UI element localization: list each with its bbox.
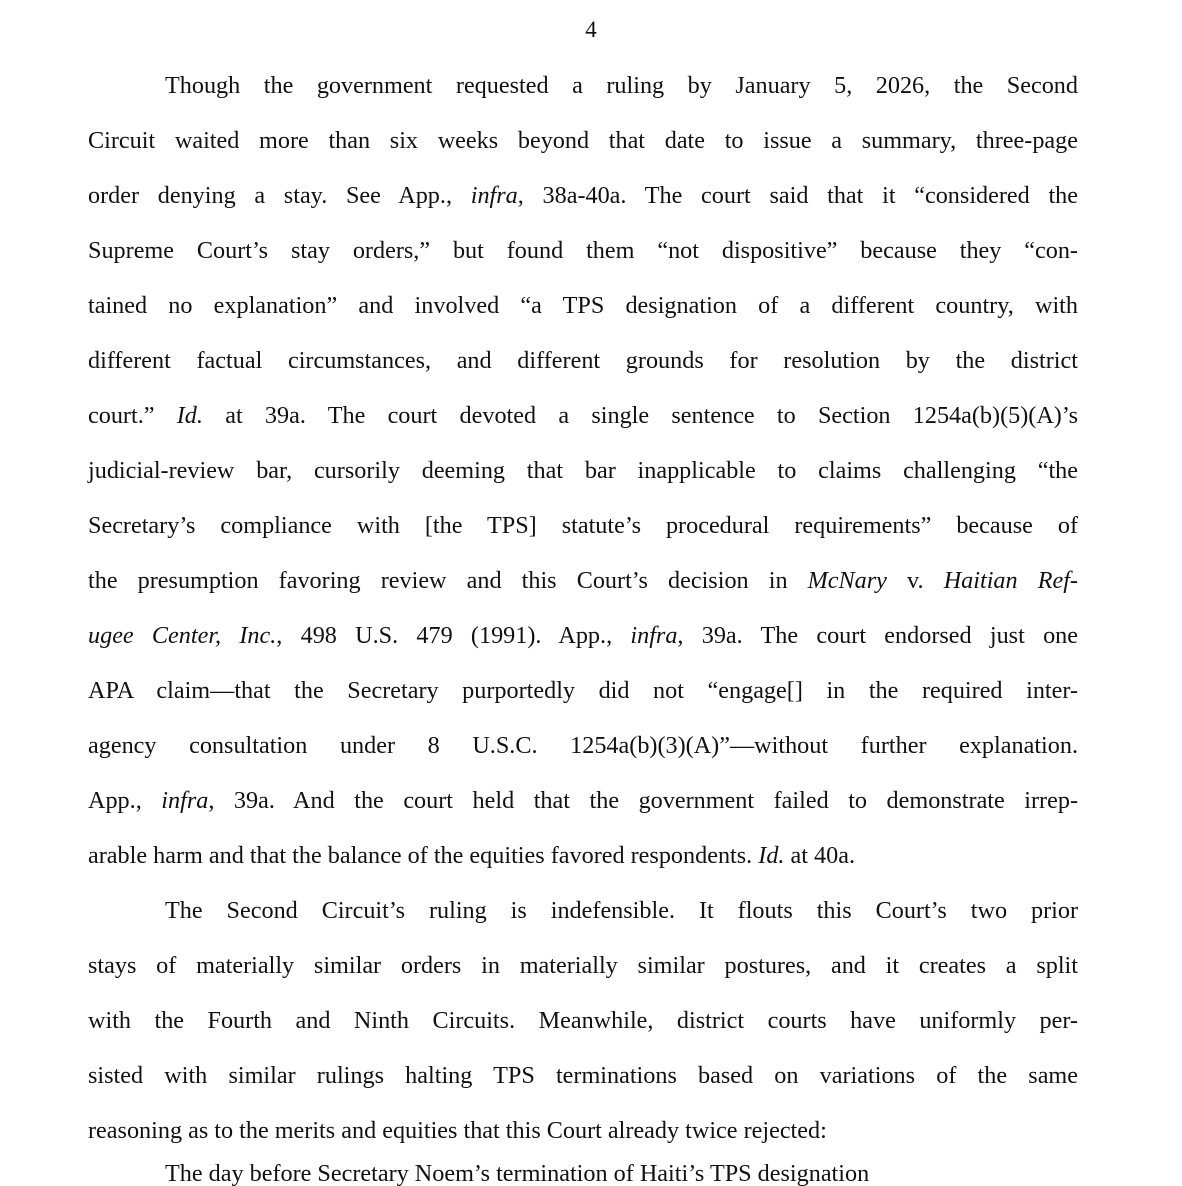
text-line: ugee Center, Inc., 498 U.S. 479 (1991). App., infra, 39a. The court endorsed just one xyxy=(88,622,1078,649)
text-line: different factual circumstances, and different grounds for resolution by the district xyxy=(88,347,1078,374)
text-line: Supreme Court’s stay orders,” but found them “not dispositive” because they “con- xyxy=(88,237,1078,264)
citation-signal: Id. xyxy=(758,842,785,869)
case-name: ugee Center, Inc. xyxy=(88,622,277,649)
text-line: The Second Circuit’s ruling is indefensible. It flouts this Court’s two prior xyxy=(165,897,1078,924)
text-line: with the Fourth and Ninth Circuits. Meanwhile, district courts have uniformly per- xyxy=(88,1007,1078,1034)
text-line: The day before Secretary Noem’s termination of Haiti’s TPS designation xyxy=(165,1164,870,1186)
text-line: court.” Id. at 39a. The court devoted a single sentence to Section 1254a(b)(5)(A)’s xyxy=(88,402,1078,429)
citation-signal: infra xyxy=(161,787,209,814)
text-line: the presumption favoring review and this Court’s decision in McNary v. Haitian Ref- xyxy=(88,567,1078,594)
page-number: 4 xyxy=(585,17,597,42)
citation-signal: infra xyxy=(470,182,518,209)
text-line: stays of materially similar orders in materially similar postures, and it creates a split xyxy=(88,952,1078,979)
text-line: APA claim—that the Secretary purportedly did not “engage[] in the required inter- xyxy=(88,677,1078,704)
text-line: tained no explanation” and involved “a TPS designation of a different country, with xyxy=(88,292,1078,319)
text-line: agency consultation under 8 U.S.C. 1254a(b)(3)(A)”—without further explanation. xyxy=(88,732,1078,759)
text-line: App., infra, 39a. And the court held that the government failed to demonstrate irrep- xyxy=(88,787,1079,814)
text-line: sisted with similar rulings halting TPS terminations based on variations of the same xyxy=(88,1062,1078,1089)
paragraph-3-clipped xyxy=(165,1164,1078,1186)
text-line: judicial-review bar, cursorily deeming that bar inapplicable to claims challenging “the xyxy=(88,457,1078,484)
text-line: arable harm and that the balance of the equities favored respondents. Id. at 40a. xyxy=(88,842,855,869)
text-line: Circuit waited more than six weeks beyond that date to issue a summary, three-page xyxy=(88,127,1078,154)
case-name: Haitian Ref- xyxy=(943,567,1078,594)
paragraph-1 xyxy=(88,58,1078,883)
text-line: Though the government requested a ruling by January 5, 2026, the Second xyxy=(165,72,1078,99)
text-line: order denying a stay. See App., infra, 38a-40a. The court said that it “considered the xyxy=(88,182,1079,209)
document-body xyxy=(88,58,1078,1158)
citation-signal: Id. xyxy=(176,402,203,429)
text-line: reasoning as to the merits and equities that this Court already twice rejected: xyxy=(88,1117,827,1144)
citation-signal: infra xyxy=(630,622,678,649)
text-line: Secretary’s compliance with [the TPS] statute’s procedural requirements” because of xyxy=(88,512,1078,539)
case-name: McNary xyxy=(807,567,887,594)
paragraph-2 xyxy=(88,883,1078,1158)
